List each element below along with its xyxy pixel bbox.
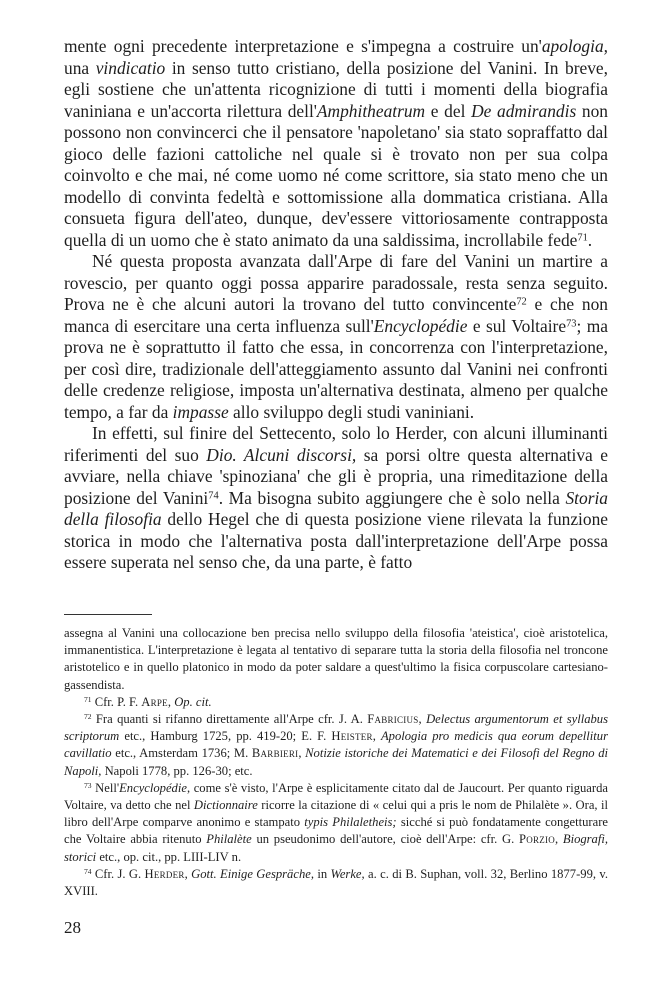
main-text [64,36,608,574]
footnote-71: $^{71}$ Cfr. P. F. Arpe, Op. cit. [84,694,212,709]
footnotes [64,625,608,900]
paragraph-3: In effetti, sul finire del Settecento, solo lo Herder, con alcuni illuminanti riferimenti del suo Dio. Alcuni discorsi, sa porsi oltre questa alternativa e avviare, nella chiave 'spinoziana' che gli è propria, una rimeditazione della posizione del Vanini$^{74}$. Ma bisogna subito aggiungere che è solo nella Storia della filosofia dello Hegel che di questa posizione viene rilevata la funzione storica in modo che l'alternativa posta dall'interpretazione dell'Arpe possa essere superata nel senso che, da una parte, è fatto [64,423,608,572]
footnote-74: $^{74}$ Cfr. J. G. Herder, Gott. Einige Gespräche, in Werke, a. c. di B. Suphan, voll. 32, Berlino 1877-99, v. XVIII. [64,866,608,899]
footnote-ref-73[interactable]: 73 [566,317,577,329]
footnote-continuation: assegna al Vanini una collocazione ben precisa nello sviluppo della filosofia 'ateistica', cioè aristotelica, immanentistica. L'interpretazione è legata al tentativo di separare tutta la storia della filosofia nel troncone aristotelico e in quello platonico in modo da poter saldare a quest'ultimo la fisica corpuscolare cartesiano-gassendista. [64,626,608,692]
footnote-divider [64,614,152,615]
footnote-ref-74[interactable]: 74 [208,489,219,501]
footnote-ref-71[interactable]: 71 [577,231,588,243]
footnote-72: $^{72}$ Fra quanti si rifanno direttamente all'Arpe cfr. J. A. Fabricius, Delectus argumentorum et syllabus scriptorum etc., Hamburg 1725, pp. 419-20; E. F. Heister, Apologia pro medicis qua eorum depellitur cavillatio etc., Amsterdam 1736; M. Barbieri, Notizie istoriche dei Matematici e dei Filosofi del Regno di Napoli, Napoli 1778, pp. 126-30; etc. [64,711,609,778]
footnote-73: $^{73}$ Nell'Encyclopédie, come s'è visto, l'Arpe è esplicitamente citato dal de Jaucourt. Per quanto riguarda Voltaire, va detto che nel Dictionnaire ricorre la citazione di « celui qui a pris le nom de Philalète ». Ora, il libro dell'Arpe comparve anonimo e stampato typis Philaletheis; sicché si può fondatamente congetturare che Voltaire abbia ritenuto Philalète un pseudonimo dell'autore, cioè dell'Arpe: cfr. G. Porzio, Biografi, storici etc., op. cit., pp. LIII-LIV n. [64,780,609,864]
footnote-ref-72[interactable]: 72 [516,296,527,308]
paragraph-1: mente ogni precedente interpretazione e s'impegna a costruire un'apologia, una vindicatio in senso tutto cristiano, della posizione del Vanini. In breve, egli sostiene che un'attenta ricognizione di tutti i momenti della biografia vaniniana e un'accorta rilettura dell'Amphitheatrum e del De admirandis non possono non convincerci che il pensatore 'napoletano' sia stato sopraffatto dal gioco delle fazioni cattoliche nel quale si è trovato non per sua colpa coinvolto e che mai, né come uomo né come scrittore, sia stato meno che un modello di convinta fedeltà e sottomissione alla dommatica cristiana. Alla consueta figura dell'ateo, dunque, dev'essere vittoriosamente contrapposta quella di un uomo che è stato animato da una saldissima, incrollabile fede$^{71}$. [64,36,608,250]
page-number: 28 [64,918,81,937]
paragraph-2: Né questa proposta avanzata dall'Arpe di fare del Vanini un martire a rovescio, per quanto oggi possa apparire paradossale, resta senza seguito. Prova ne è che alcuni autori la trovano del tutto convincente$^{72}$ e che non manca di esercitare una certa influenza sull'Encyclopédie e sul Voltaire$^{73}$; ma prova ne è soprattutto il fatto che essa, in concorrenza con l'interpretazione, per così dire, tradizionale dell'atteggiamento assunto dal Vanini nei confronti delle credenze religiose, imposta un'alternativa destinata, almeno per qualche tempo, a far da impasse allo sviluppo degli studi vaniniani. [64,251,608,422]
